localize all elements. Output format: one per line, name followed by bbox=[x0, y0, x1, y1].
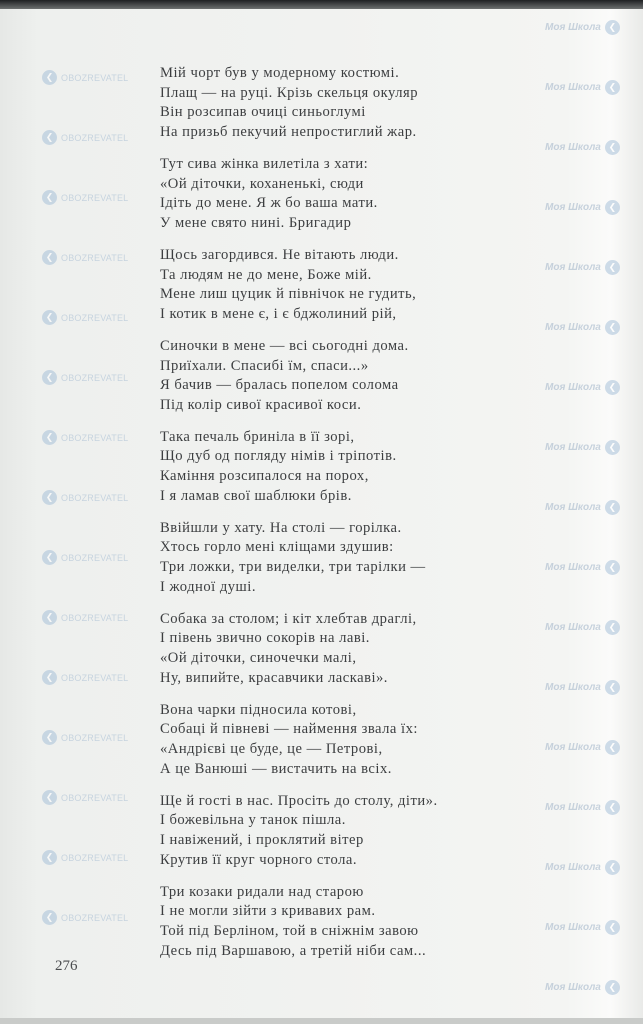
obozrevatel-logo-icon: ❮ bbox=[605, 860, 620, 875]
poem-line: Собака за столом; і кіт хлебтав драглі, bbox=[160, 610, 417, 627]
poem-line: Мене лиш цуцик й північок не гудить, bbox=[160, 286, 417, 303]
watermark-school: Моя Школа bbox=[545, 562, 601, 573]
watermark bbox=[545, 980, 620, 995]
obozrevatel-logo-icon: ❮ bbox=[42, 670, 57, 685]
watermark-school: Моя Школа bbox=[545, 82, 601, 93]
stanza bbox=[160, 246, 530, 324]
poem-line: Ввійшли у хату. На столі — горілка. bbox=[160, 519, 402, 536]
poem-line: Каміння розсипалося на порох, bbox=[160, 468, 369, 485]
watermark bbox=[42, 730, 128, 745]
watermark bbox=[545, 20, 620, 35]
poem-line: І божевільна у танок пішла. bbox=[160, 812, 346, 829]
poem-line: Ідіть до мене. Я ж бо ваша мати. bbox=[160, 195, 378, 212]
stanza bbox=[160, 883, 530, 961]
poem-line: Ну, випийте, красавчики ласкаві». bbox=[160, 669, 388, 686]
watermark-school: Моя Школа bbox=[545, 22, 601, 33]
poem-line: Щось загордився. Не вітають люди. bbox=[160, 246, 399, 263]
watermark-school: Моя Школа bbox=[545, 322, 601, 333]
obozrevatel-logo-icon: ❮ bbox=[605, 500, 620, 515]
watermark-brand: OBOZREVATEL bbox=[61, 612, 129, 623]
watermark bbox=[42, 430, 128, 445]
poem-line: Вона чарки підносила котові, bbox=[160, 701, 357, 718]
watermark bbox=[545, 500, 620, 515]
poem-line: «Ой діточки, синочечки малі, bbox=[160, 650, 357, 666]
poem-line: Три козаки ридали над старою bbox=[160, 883, 364, 900]
obozrevatel-logo-icon: ❮ bbox=[605, 800, 620, 815]
stanza bbox=[160, 337, 530, 415]
watermark-school: Моя Школа bbox=[545, 682, 601, 693]
obozrevatel-logo-icon: ❮ bbox=[42, 910, 57, 925]
obozrevatel-logo-icon: ❮ bbox=[42, 250, 57, 265]
poem-line: У мене свято нині. Бригадир bbox=[160, 214, 352, 231]
stanza bbox=[160, 155, 530, 233]
watermark-school: Моя Школа bbox=[545, 382, 601, 393]
watermark-brand: OBOZREVATEL bbox=[61, 732, 129, 743]
obozrevatel-logo-icon: ❮ bbox=[605, 560, 620, 575]
obozrevatel-logo-icon: ❮ bbox=[605, 920, 620, 935]
watermark bbox=[545, 740, 620, 755]
poem-line: І котик в мене є, і є бджолиний рій, bbox=[160, 305, 397, 322]
watermark bbox=[545, 260, 620, 275]
poem-line: Хтось горло мені кліщами здушив: bbox=[160, 539, 394, 556]
obozrevatel-logo-icon: ❮ bbox=[605, 440, 620, 455]
stanza bbox=[160, 64, 530, 142]
obozrevatel-logo-icon: ❮ bbox=[605, 620, 620, 635]
watermark-school: Моя Школа bbox=[545, 202, 601, 213]
poem-line: Тут сива жінка вилетіла з хати: bbox=[160, 155, 369, 172]
obozrevatel-logo-icon: ❮ bbox=[42, 730, 57, 745]
watermark bbox=[42, 610, 128, 625]
watermark bbox=[42, 910, 128, 925]
poem-line: «Ой діточки, коханенькі, сюди bbox=[160, 175, 364, 192]
obozrevatel-logo-icon: ❮ bbox=[605, 200, 620, 215]
obozrevatel-logo-icon: ❮ bbox=[42, 310, 57, 325]
poem-line: Мій чорт був у модерному костюмі. bbox=[160, 65, 400, 81]
poem-line: Приїхали. Спасибі їм, спаси...» bbox=[160, 357, 369, 374]
watermark-brand: OBOZREVATEL bbox=[61, 192, 129, 203]
poem-text bbox=[160, 64, 530, 974]
watermark bbox=[42, 130, 128, 145]
obozrevatel-logo-icon: ❮ bbox=[605, 260, 620, 275]
obozrevatel-logo-icon: ❮ bbox=[605, 20, 620, 35]
watermark-brand: OBOZREVATEL bbox=[61, 252, 129, 263]
poem-line: І півень звично сокорів на лаві. bbox=[160, 630, 370, 647]
stanza bbox=[160, 701, 530, 779]
watermark bbox=[42, 670, 128, 685]
watermark-brand: OBOZREVATEL bbox=[61, 312, 129, 323]
watermark bbox=[42, 70, 128, 85]
watermark-school: Моя Школа bbox=[545, 922, 601, 933]
poem-line: На призьб пекучий непростиглий жар. bbox=[160, 123, 417, 140]
watermark-school: Моя Школа bbox=[545, 142, 601, 153]
watermark-school: Моя Школа bbox=[545, 622, 601, 633]
watermark bbox=[545, 380, 620, 395]
watermark-brand: OBOZREVATEL bbox=[61, 792, 129, 803]
obozrevatel-logo-icon: ❮ bbox=[42, 610, 57, 625]
watermark-school: Моя Школа bbox=[545, 442, 601, 453]
obozrevatel-logo-icon: ❮ bbox=[42, 490, 57, 505]
watermark-brand: OBOZREVATEL bbox=[61, 132, 129, 143]
watermark bbox=[42, 490, 128, 505]
page-bottom-edge bbox=[0, 1018, 643, 1024]
poem-line: Ще й гості в нас. Просіть до столу, діти». bbox=[160, 792, 438, 809]
poem-line: І навіжений, і проклятий вітер bbox=[160, 831, 364, 848]
watermark bbox=[545, 920, 620, 935]
obozrevatel-logo-icon: ❮ bbox=[605, 740, 620, 755]
watermark-brand: OBOZREVATEL bbox=[61, 912, 129, 923]
watermark bbox=[545, 620, 620, 635]
watermark bbox=[42, 790, 128, 805]
watermark bbox=[545, 680, 620, 695]
watermark bbox=[545, 80, 620, 95]
poem-line: Та людям не до мене, Боже мій. bbox=[160, 266, 372, 283]
poem-line: Крутив її круг чорного стола. bbox=[160, 851, 358, 868]
watermark-brand: OBOZREVATEL bbox=[61, 672, 129, 683]
poem-line: Три ложки, три виделки, три тарілки — bbox=[160, 559, 426, 576]
poem-line: Він розсипав очиці синьоглумі bbox=[160, 104, 366, 121]
obozrevatel-logo-icon: ❮ bbox=[42, 550, 57, 565]
watermark bbox=[545, 440, 620, 455]
watermark-school: Моя Школа bbox=[545, 982, 601, 993]
watermark bbox=[42, 370, 128, 385]
page-number: 276 bbox=[55, 958, 78, 974]
watermark-brand: OBOZREVATEL bbox=[61, 492, 129, 503]
poem-line: І не могли зійти з кривавих рам. bbox=[160, 903, 376, 920]
watermark bbox=[545, 200, 620, 215]
poem-line: Така печаль бриніла в її зорі, bbox=[160, 428, 355, 445]
poem-line: Під колір сивої красивої коси. bbox=[160, 396, 362, 413]
obozrevatel-logo-icon: ❮ bbox=[605, 320, 620, 335]
obozrevatel-logo-icon: ❮ bbox=[42, 130, 57, 145]
poem-line: Я бачив — бралась попелом солома bbox=[160, 377, 399, 394]
poem-line: «Андрієві це буде, це — Петрові, bbox=[160, 740, 383, 757]
obozrevatel-logo-icon: ❮ bbox=[42, 430, 57, 445]
watermark bbox=[42, 550, 128, 565]
obozrevatel-logo-icon: ❮ bbox=[605, 140, 620, 155]
obozrevatel-logo-icon: ❮ bbox=[42, 70, 57, 85]
poem-line: І я ламав свої шаблюки брів. bbox=[160, 487, 352, 504]
watermark bbox=[545, 800, 620, 815]
obozrevatel-logo-icon: ❮ bbox=[42, 190, 57, 205]
stanza bbox=[160, 519, 530, 597]
watermark bbox=[42, 250, 128, 265]
watermark-school: Моя Школа bbox=[545, 742, 601, 753]
obozrevatel-logo-icon: ❮ bbox=[605, 980, 620, 995]
watermark-brand: OBOZREVATEL bbox=[61, 72, 129, 83]
poem-line: І жодної душі. bbox=[160, 578, 257, 595]
poem-line: Той під Берліном, той в сніжнім завою bbox=[160, 922, 419, 939]
watermark-brand: OBOZREVATEL bbox=[61, 552, 129, 563]
stanza bbox=[160, 428, 530, 506]
watermark bbox=[545, 560, 620, 575]
poem-line: Що дуб од погляду німів і тріпотів. bbox=[160, 448, 397, 465]
poem-line: А це Ванюші — вистачить на всіх. bbox=[160, 760, 392, 777]
page-top-edge bbox=[0, 0, 643, 9]
watermark bbox=[42, 190, 128, 205]
watermark-school: Моя Школа bbox=[545, 502, 601, 513]
watermark bbox=[545, 320, 620, 335]
obozrevatel-logo-icon: ❮ bbox=[605, 380, 620, 395]
watermark-school: Моя Школа bbox=[545, 262, 601, 273]
stanza bbox=[160, 610, 530, 688]
obozrevatel-logo-icon: ❮ bbox=[605, 80, 620, 95]
watermark bbox=[42, 310, 128, 325]
watermark bbox=[545, 860, 620, 875]
stanza bbox=[160, 792, 530, 870]
poem-line: Синочки в мене — всі сьогодні дома. bbox=[160, 337, 409, 354]
obozrevatel-logo-icon: ❮ bbox=[42, 850, 57, 865]
watermark-brand: OBOZREVATEL bbox=[61, 432, 129, 443]
obozrevatel-logo-icon: ❮ bbox=[605, 680, 620, 695]
poem-line: Собаці й півневі — наймення звала їх: bbox=[160, 721, 418, 738]
watermark-brand: OBOZREVATEL bbox=[61, 372, 129, 383]
watermark bbox=[42, 850, 128, 865]
watermark bbox=[545, 140, 620, 155]
watermark-school: Моя Школа bbox=[545, 862, 601, 873]
watermark-brand: OBOZREVATEL bbox=[61, 852, 129, 863]
watermark-school: Моя Школа bbox=[545, 802, 601, 813]
obozrevatel-logo-icon: ❮ bbox=[42, 790, 57, 805]
obozrevatel-logo-icon: ❮ bbox=[42, 370, 57, 385]
poem-line: Десь під Варшавою, а третій ніби сам... bbox=[160, 942, 427, 959]
poem-line: Плащ — на руці. Крізь скельця окуляр bbox=[160, 84, 418, 101]
